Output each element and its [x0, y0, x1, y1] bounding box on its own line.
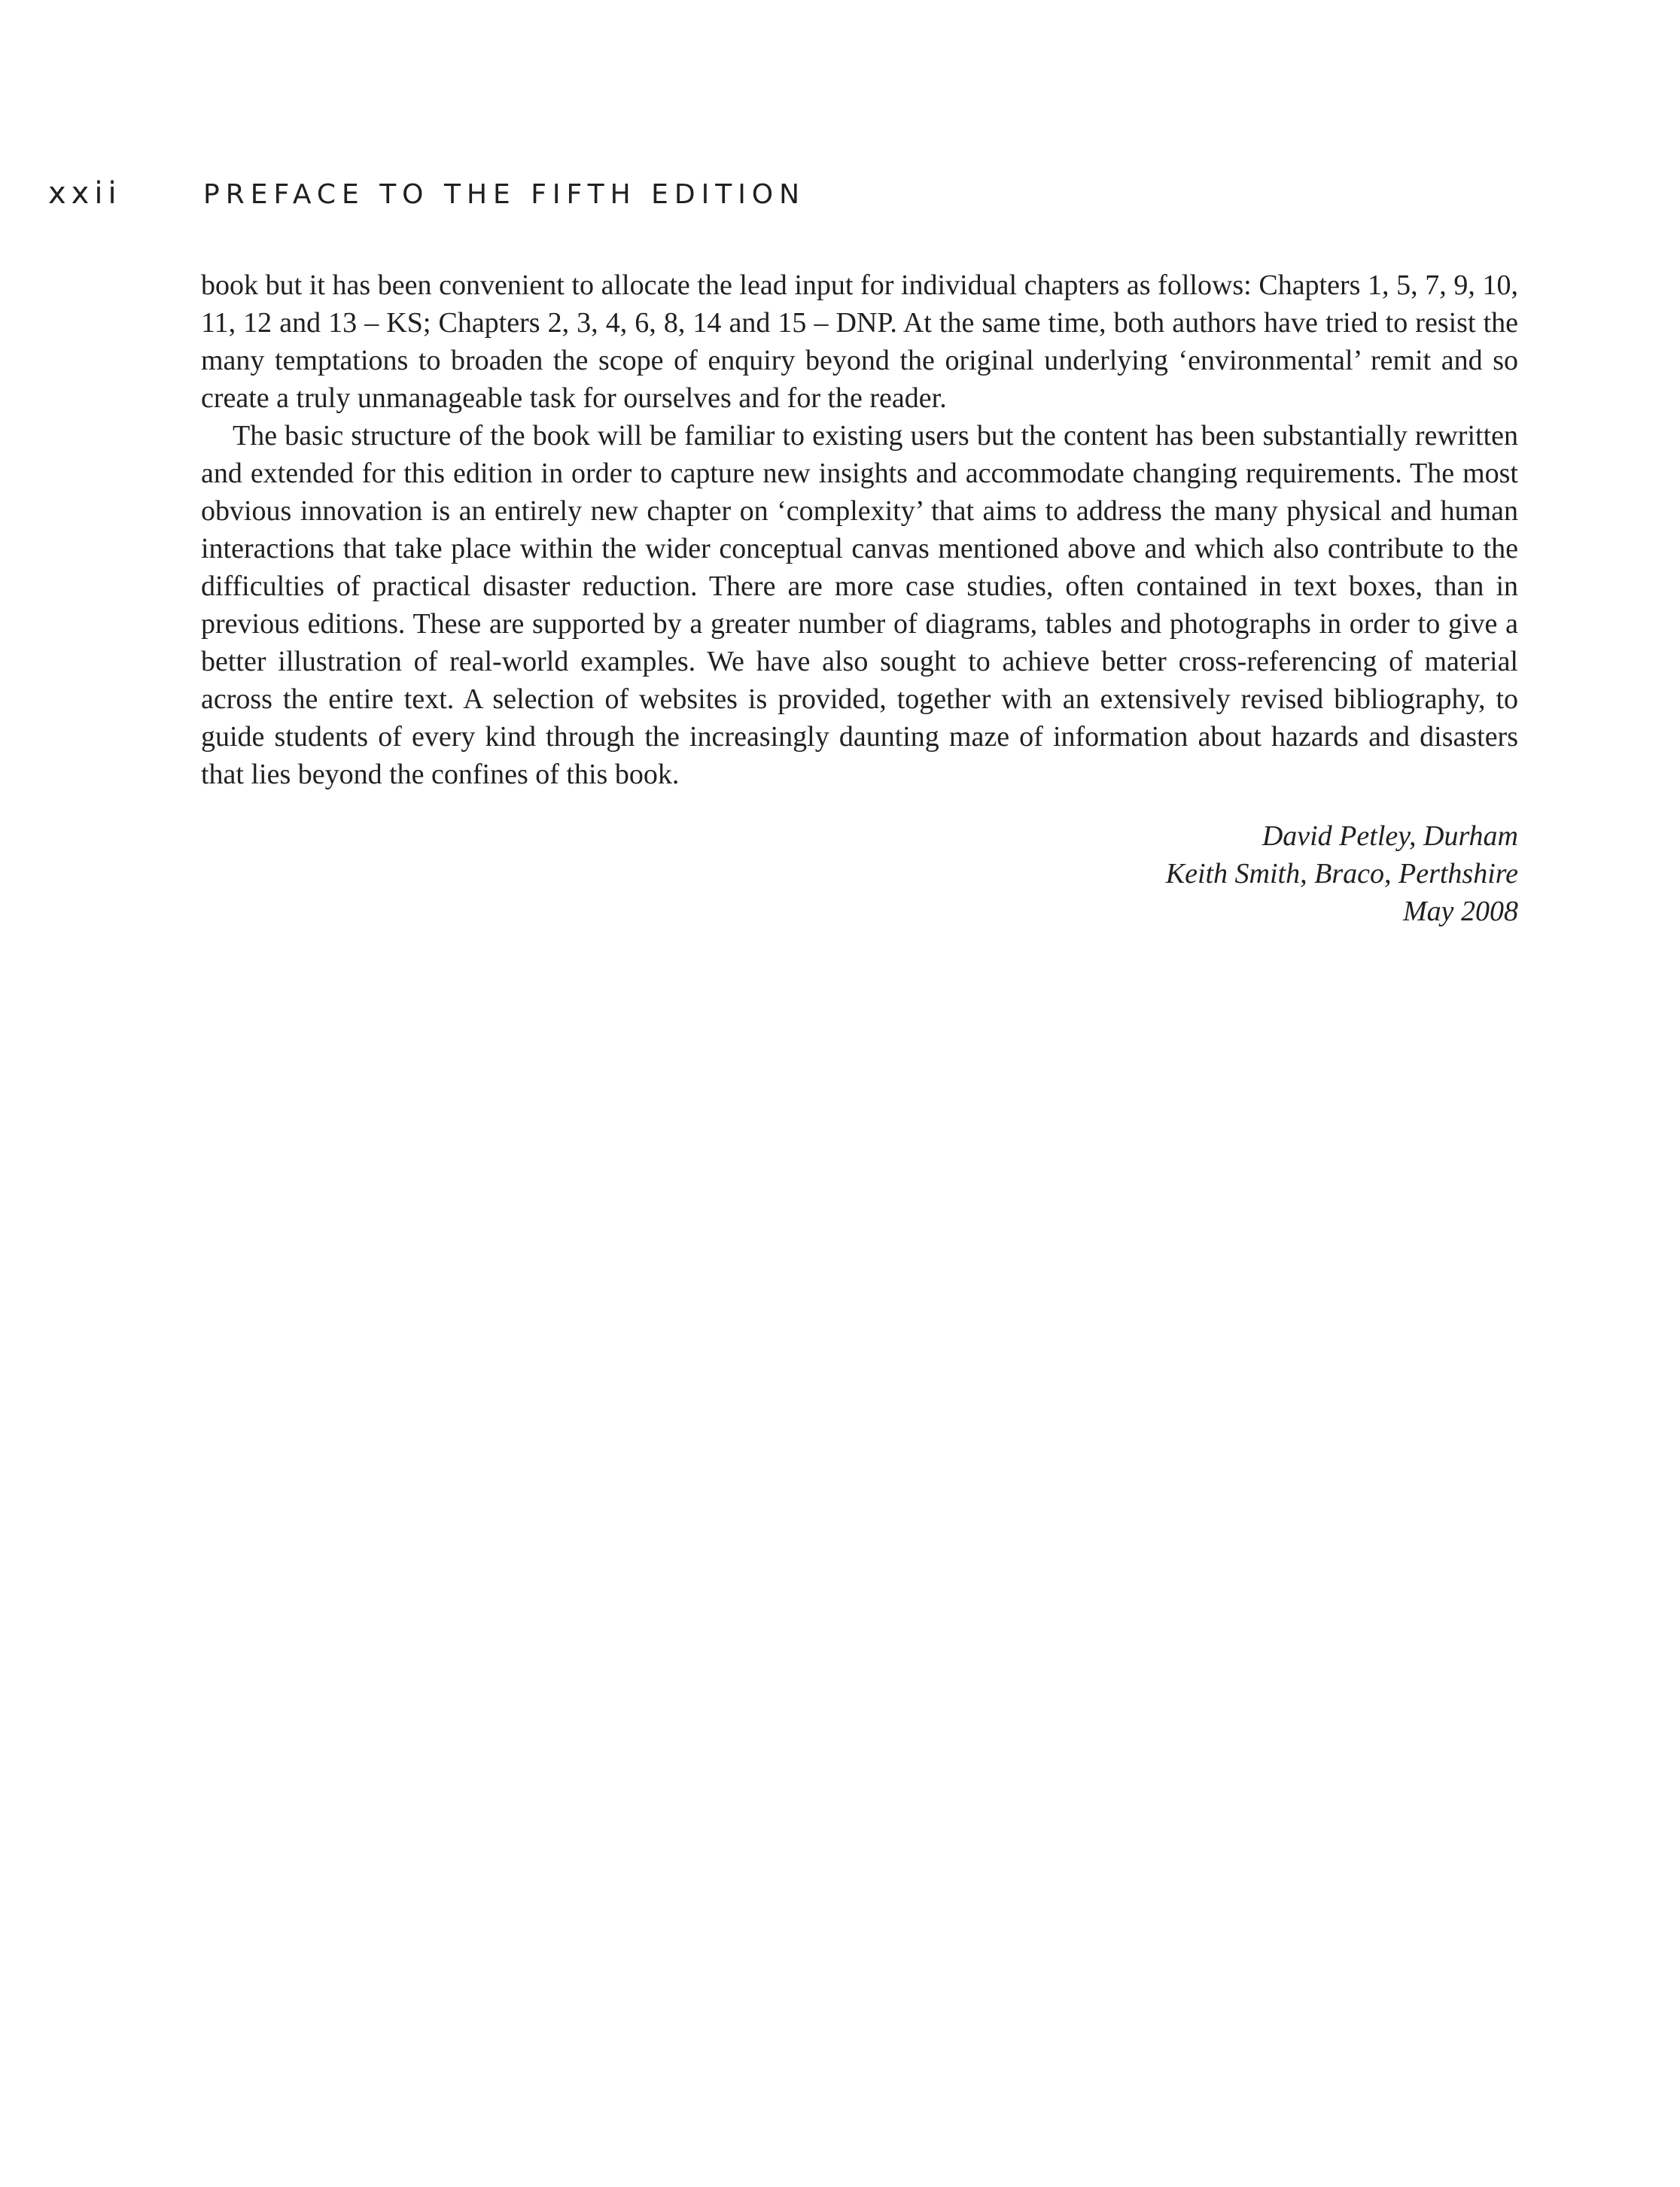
body-text: [201, 266, 1518, 930]
paragraph: The basic structure of the book will be familiar to existing users but the content has been substantially rewritten and extended for this edition in order to capture new insights and accommodate changing requirements. The most obvious innovation is an entirely new chapter on ‘complexity’ that aims to address the many physical and human interactions that take place within the wider conceptual canvas mentioned above and which also contribute to the difficulties of practical disaster reduction. There are more case studies, often contained in text boxes, than in previous editions. These are supported by a greater number of diagrams, tables and photographs in order to give a better illustration of real-world examples. We have also sought to achieve better cross-referencing of material across the entire text. A selection of websites is provided, together with an extensively revised bibliography, to guide students of every kind through the increasingly daunting maze of information about hazards and disasters that lies beyond the confines of this book.: [201, 420, 1518, 790]
paragraph-continued: book but it has been convenient to allocate the lead input for individual chapters as follows: Chapters 1, 5, 7, 9, 10, 11, 12 and 13 – KS; Chapters 2, 3, 4, 6, 8, 14 and 15 – DNP. At the same time, both authors have tried to resist the many temptations to broaden the scope of enquiry beyond the original underlying ‘environmental’ remit and so create a truly unmanageable task for ourselves and for the reader.: [201, 269, 1518, 414]
running-head: [48, 176, 805, 218]
signature-date: May 2008: [1402, 896, 1518, 927]
author-signature: [201, 817, 1518, 930]
running-head-title: PREFACE TO THE FIFTH EDITION: [203, 179, 806, 210]
signature-line-1: David Petley, Durham: [1262, 820, 1518, 852]
page-number: xxii: [48, 176, 122, 211]
signature-line-2: Keith Smith, Braco, Perthshire: [1165, 858, 1518, 890]
